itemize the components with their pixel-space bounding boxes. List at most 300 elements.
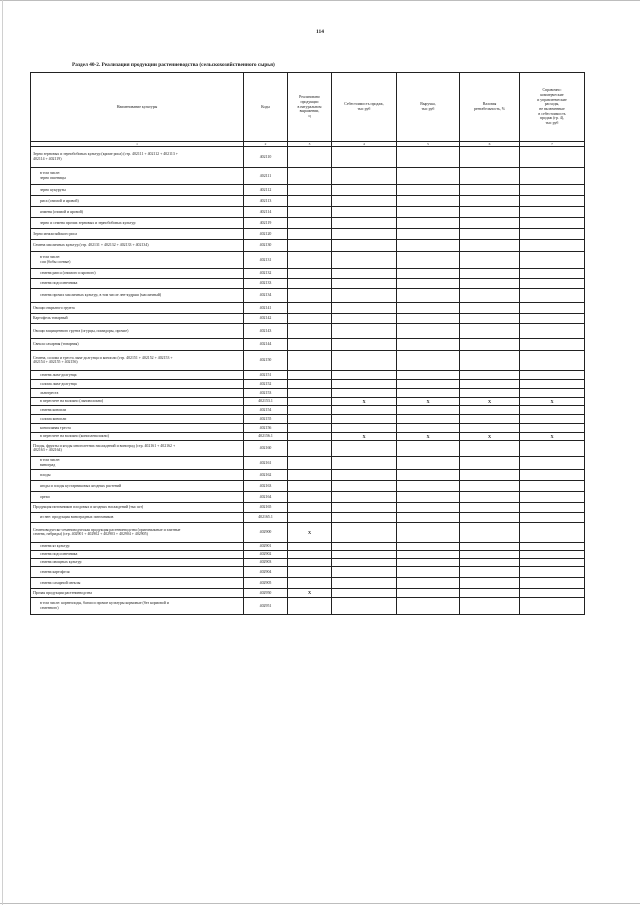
crop-name-line: виноград	[40, 462, 56, 467]
row-code: 402153	[244, 388, 288, 397]
data-cell	[397, 522, 460, 542]
row-code: 402119	[244, 217, 288, 228]
column-header-line: ц	[308, 113, 311, 118]
data-cell	[288, 456, 332, 469]
column-number: 3	[288, 141, 332, 146]
table-row	[31, 456, 585, 469]
row-code: 402154	[244, 405, 288, 414]
scan-bottom-edge	[0, 903, 640, 904]
row-code: 402905	[244, 577, 288, 588]
crop-name	[31, 550, 244, 558]
row-code: 402165	[244, 502, 288, 512]
crop-name-line: из нее: продукция виноградных питомников	[40, 515, 114, 520]
data-cell	[520, 469, 585, 480]
data-cell	[288, 288, 332, 302]
table-row	[31, 268, 585, 278]
crop-name-line: в том числе:	[40, 255, 61, 260]
data-cell	[397, 370, 460, 379]
data-cell	[288, 146, 332, 167]
crop-name-line: в пересчете на волокно (льноволокно)	[40, 399, 104, 404]
row-code: 402120	[244, 228, 288, 239]
data-cell	[460, 251, 520, 268]
data-cell	[520, 588, 585, 597]
crop-name	[31, 206, 244, 217]
data-cell	[460, 338, 520, 350]
row-code: 402130	[244, 239, 288, 251]
data-cell	[288, 195, 332, 206]
data-cell	[332, 405, 397, 414]
crop-name-line: Зерно зерновых и зернобобовых культур (кроме риса) (стр. 402111 + 402112 + 402113 +	[33, 152, 178, 157]
data-cell	[460, 597, 520, 614]
table-row	[31, 338, 585, 350]
crop-name	[31, 302, 244, 313]
data-cell	[332, 379, 397, 388]
data-cell	[397, 239, 460, 251]
data-cell	[520, 542, 585, 550]
crop-name-line: орехи	[40, 494, 50, 499]
data-cell	[397, 278, 460, 288]
data-cell	[460, 379, 520, 388]
crop-name-line: Картофель товарный	[33, 316, 68, 321]
column-number: 4	[332, 141, 397, 146]
data-cell	[288, 251, 332, 268]
crop-name	[31, 338, 244, 350]
column-number: 5	[397, 141, 460, 146]
data-cell	[397, 577, 460, 588]
crop-name-line: сои (бобы соевые)	[40, 259, 71, 264]
crop-name	[31, 313, 244, 323]
column-header-line: продаж (гр. 4),	[539, 116, 565, 121]
crop-name	[31, 288, 244, 302]
data-cell	[520, 195, 585, 206]
data-cell	[332, 542, 397, 550]
data-cell	[332, 588, 397, 597]
column-header-line: и управленческие	[537, 97, 567, 102]
crop-name	[31, 432, 244, 440]
data-cell	[397, 146, 460, 167]
table-row	[31, 146, 585, 167]
column-header-line: продукции	[300, 99, 319, 104]
crop-name-line: семенного)	[40, 605, 59, 610]
crop-name-line: Продукция питомников плодовых и ягодных насаждений (тыс шт)	[33, 505, 144, 510]
column-header-line: Коды	[261, 104, 270, 109]
data-cell	[397, 456, 460, 469]
crop-name	[31, 597, 244, 614]
data-cell	[397, 512, 460, 522]
data-cell	[520, 388, 585, 397]
data-cell	[332, 228, 397, 239]
crop-name-line: 402114 + 402119)	[33, 156, 62, 161]
column-header-line: Себестоимость продаж,	[344, 102, 384, 107]
data-cell	[332, 302, 397, 313]
data-cell	[288, 350, 332, 370]
data-cell	[332, 456, 397, 469]
data-cell: X	[460, 397, 520, 405]
row-code: 402950	[244, 588, 288, 597]
data-cell	[460, 228, 520, 239]
crop-name-line: солома льна-долгунца	[40, 381, 77, 386]
table-row	[31, 313, 585, 323]
data-cell	[332, 217, 397, 228]
data-cell	[397, 195, 460, 206]
data-cell	[460, 577, 520, 588]
crop-name-line: в том числе:	[40, 458, 61, 463]
data-cell	[332, 491, 397, 502]
column-header-line: выражении,	[299, 109, 320, 114]
data-cell	[332, 423, 397, 432]
row-code: 402156.1	[244, 432, 288, 440]
data-cell	[520, 350, 585, 370]
crop-name	[31, 195, 244, 206]
data-cell	[520, 323, 585, 338]
data-cell	[288, 397, 332, 405]
data-cell	[520, 338, 585, 350]
column-header-line: расходы,	[544, 102, 560, 107]
crop-name	[31, 480, 244, 491]
crop-name-line: семена сахарной свеклы	[40, 580, 81, 585]
data-cell	[460, 388, 520, 397]
table-row	[31, 350, 585, 370]
data-cell	[332, 550, 397, 558]
row-code: 402902	[244, 550, 288, 558]
row-code: 402163	[244, 480, 288, 491]
column-header-4	[332, 73, 397, 142]
data-cell	[460, 370, 520, 379]
crop-name	[31, 522, 244, 542]
table-row	[31, 577, 585, 588]
table-row	[31, 288, 585, 302]
header-row	[31, 73, 585, 142]
data-cell	[288, 370, 332, 379]
data-cell	[460, 323, 520, 338]
crop-name	[31, 228, 244, 239]
data-cell	[520, 423, 585, 432]
crop-name	[31, 423, 244, 432]
data-cell	[460, 512, 520, 522]
column-number: 6	[460, 141, 520, 146]
data-cell	[460, 414, 520, 423]
row-code: 402113	[244, 195, 288, 206]
data-cell	[460, 491, 520, 502]
crop-name	[31, 491, 244, 502]
data-cell	[397, 350, 460, 370]
crop-name	[31, 388, 244, 397]
table-row	[31, 542, 585, 550]
data-cell	[520, 491, 585, 502]
data-cell	[460, 566, 520, 577]
data-cell	[332, 338, 397, 350]
row-code: 402111	[244, 167, 288, 184]
data-cell	[332, 566, 397, 577]
table-row	[31, 397, 585, 405]
table-row	[31, 323, 585, 338]
crop-name-line: в том числе:	[40, 171, 61, 176]
column-header-line: Справочно:	[542, 88, 562, 93]
data-cell	[520, 405, 585, 414]
column-number: 2	[244, 141, 288, 146]
data-cell: X	[460, 432, 520, 440]
crop-name-line: семена, гибриды) (стр. 402901 + 402902 + 402903 + 402904 + 402905)	[33, 532, 148, 537]
row-code: 402131	[244, 251, 288, 268]
data-cell	[460, 480, 520, 491]
crop-name	[31, 268, 244, 278]
data-cell	[332, 146, 397, 167]
data-cell	[520, 217, 585, 228]
row-code: 402112	[244, 184, 288, 195]
data-cell	[397, 414, 460, 423]
row-code: 402134	[244, 288, 288, 302]
crop-name-line: семена яз культур	[40, 544, 70, 549]
data-cell	[520, 480, 585, 491]
crop-name-line: Семена масличных культур (стр. 402131 + 402132 + 402133 + 402134)	[33, 243, 149, 248]
crop-name-line: конопляная треста	[40, 425, 71, 430]
data-cell	[460, 405, 520, 414]
data-cell	[288, 597, 332, 614]
data-cell	[397, 288, 460, 302]
crop-name	[31, 440, 244, 456]
crop-name-line: риса (озимой и яровой)	[40, 198, 79, 203]
table-row	[31, 370, 585, 379]
column-header-line: рентабельность, %	[473, 106, 506, 111]
data-cell	[460, 440, 520, 456]
data-cell	[288, 502, 332, 512]
crop-name	[31, 456, 244, 469]
data-cell	[397, 440, 460, 456]
crop-name	[31, 542, 244, 550]
table-row	[31, 440, 585, 456]
table-row	[31, 228, 585, 239]
row-code: 402164	[244, 491, 288, 502]
column-header-line: не включенные	[539, 106, 565, 111]
data-cell	[397, 268, 460, 278]
data-cell	[397, 206, 460, 217]
data-cell	[460, 278, 520, 288]
crop-name-line: Овощи защищенного грунта (огурцы, помидоры, прочие)	[33, 328, 129, 333]
data-cell	[288, 323, 332, 338]
data-cell	[460, 502, 520, 512]
data-cell	[288, 512, 332, 522]
data-cell	[288, 440, 332, 456]
data-cell: X	[397, 432, 460, 440]
crop-name-line: семена конопли	[40, 407, 67, 412]
data-cell: X	[397, 397, 460, 405]
crop-name	[31, 278, 244, 288]
crop-name-line: в пересчете на волокно (коноплеволокно)	[40, 434, 109, 439]
data-cell	[460, 558, 520, 566]
data-cell: X	[520, 432, 585, 440]
data-cell: X	[332, 397, 397, 405]
data-cell	[397, 550, 460, 558]
data-cell	[460, 184, 520, 195]
data-cell	[288, 558, 332, 566]
table-row	[31, 239, 585, 251]
column-header-6	[460, 73, 520, 142]
column-number: 1	[31, 141, 244, 146]
data-cell	[397, 558, 460, 566]
crop-name	[31, 502, 244, 512]
crop-name-line: семена льна-долгунца	[40, 372, 77, 377]
data-cell	[332, 414, 397, 423]
page-number: 114	[316, 29, 324, 35]
column-header-line: Наименование культуры	[116, 104, 158, 109]
crop-name-line: семена подсолнечника	[40, 552, 78, 557]
data-cell	[332, 577, 397, 588]
row-code: 402162	[244, 469, 288, 480]
data-cell	[288, 542, 332, 550]
data-cell	[397, 184, 460, 195]
data-cell	[397, 379, 460, 388]
data-cell	[288, 577, 332, 588]
data-cell	[332, 440, 397, 456]
data-cell	[332, 195, 397, 206]
column-header-7	[520, 73, 585, 142]
row-code: 402951	[244, 597, 288, 614]
data-cell	[520, 456, 585, 469]
crop-name-line: Семеноводческо-семеноводческая продукция растениеводства (оригинальные и элитные	[33, 527, 181, 532]
crop-name-line: зерно и семена прочих зерновых и зернобобовых культур	[40, 220, 136, 225]
table-row	[31, 251, 585, 268]
row-code: 402901	[244, 542, 288, 550]
column-header-line: тыс руб	[545, 120, 559, 125]
table-row	[31, 388, 585, 397]
data-cell: X	[288, 522, 332, 542]
data-cell	[460, 167, 520, 184]
table-row	[31, 167, 585, 184]
data-cell: X	[288, 588, 332, 597]
data-cell	[288, 167, 332, 184]
table-row	[31, 550, 585, 558]
crop-name	[31, 350, 244, 370]
data-cell	[520, 370, 585, 379]
data-cell	[288, 217, 332, 228]
crop-name-line: ячменя (озимой и яровой)	[40, 209, 83, 214]
data-cell	[460, 268, 520, 278]
data-cell	[397, 228, 460, 239]
data-cell	[520, 522, 585, 542]
data-cell	[397, 405, 460, 414]
data-cell	[460, 288, 520, 302]
table-row	[31, 522, 585, 542]
data-cell	[288, 228, 332, 239]
data-cell	[288, 268, 332, 278]
data-cell	[460, 146, 520, 167]
data-cell	[288, 388, 332, 397]
crop-name	[31, 251, 244, 268]
row-code: 402161	[244, 456, 288, 469]
crop-name-line: семена подсолнечника	[40, 281, 78, 286]
data-cell	[460, 456, 520, 469]
data-cell	[520, 251, 585, 268]
data-cell	[332, 323, 397, 338]
table-row	[31, 184, 585, 195]
row-code: 402133	[244, 278, 288, 288]
data-cell	[288, 405, 332, 414]
data-cell	[460, 588, 520, 597]
data-cell	[288, 379, 332, 388]
crop-name	[31, 405, 244, 414]
data-cell	[397, 566, 460, 577]
data-cell	[520, 268, 585, 278]
crop-name-line: семена прочих масличных культур, в том числе лен-кудряш (масличный)	[40, 293, 162, 298]
crop-name	[31, 217, 244, 228]
data-cell	[288, 423, 332, 432]
data-cell	[520, 302, 585, 313]
data-cell	[520, 379, 585, 388]
data-cell	[397, 502, 460, 512]
data-cell	[520, 550, 585, 558]
data-cell	[520, 414, 585, 423]
data-cell	[397, 217, 460, 228]
table-row	[31, 588, 585, 597]
data-cell: X	[332, 432, 397, 440]
column-header-line: Валовая	[482, 102, 497, 107]
crop-name-line: 402163 + 402164)	[33, 448, 62, 453]
row-code: 402132	[244, 268, 288, 278]
data-cell	[520, 502, 585, 512]
crop-name-line: льнотреста	[40, 390, 59, 395]
crop-name-line: семена картофеля	[40, 569, 70, 574]
data-cell	[460, 313, 520, 323]
crop-name	[31, 379, 244, 388]
data-cell	[332, 278, 397, 288]
data-cell	[460, 522, 520, 542]
row-code: 402904	[244, 566, 288, 577]
table-row	[31, 206, 585, 217]
column-header-line: в себестоимость	[538, 111, 566, 116]
data-cell	[288, 302, 332, 313]
column-number: 7	[520, 141, 585, 146]
data-cell	[332, 350, 397, 370]
column-header-1	[31, 73, 244, 142]
data-cell	[520, 239, 585, 251]
crop-name-line: Прочая продукция растениеводства	[33, 590, 92, 595]
data-cell	[520, 577, 585, 588]
column-header-line: коммерческие	[540, 92, 564, 97]
data-cell	[397, 588, 460, 597]
crop-name	[31, 239, 244, 251]
crop-name	[31, 566, 244, 577]
column-header-3	[288, 73, 332, 142]
crop-name-line: Свекла сахарная (товарная)	[33, 342, 79, 347]
column-header-line: в натуральном	[297, 104, 322, 109]
data-cell	[460, 550, 520, 558]
crop-name-line: Семена, солома и треста льна-долгунца и конопли (стр. 402151 + 402152 + 402153 +	[33, 355, 173, 360]
row-code: 402114	[244, 206, 288, 217]
crop-name	[31, 323, 244, 338]
crop-name	[31, 370, 244, 379]
table-row	[31, 469, 585, 480]
data-cell	[332, 184, 397, 195]
row-code: 402156	[244, 423, 288, 432]
row-code: 402153.1	[244, 397, 288, 405]
crop-name	[31, 558, 244, 566]
table-row	[31, 432, 585, 440]
crop-name	[31, 167, 244, 184]
column-header-line: Выручка,	[420, 102, 436, 107]
table-row	[31, 405, 585, 414]
crop-name	[31, 588, 244, 597]
data-cell	[332, 502, 397, 512]
crop-name	[31, 184, 244, 195]
row-code: 402900	[244, 522, 288, 542]
data-cell	[332, 597, 397, 614]
crop-name-line: семена рапса (озимого и ярового)	[40, 271, 96, 276]
row-code: 402155	[244, 414, 288, 423]
data-cell	[397, 167, 460, 184]
table-row	[31, 491, 585, 502]
data-cell	[288, 313, 332, 323]
data-cell	[332, 313, 397, 323]
